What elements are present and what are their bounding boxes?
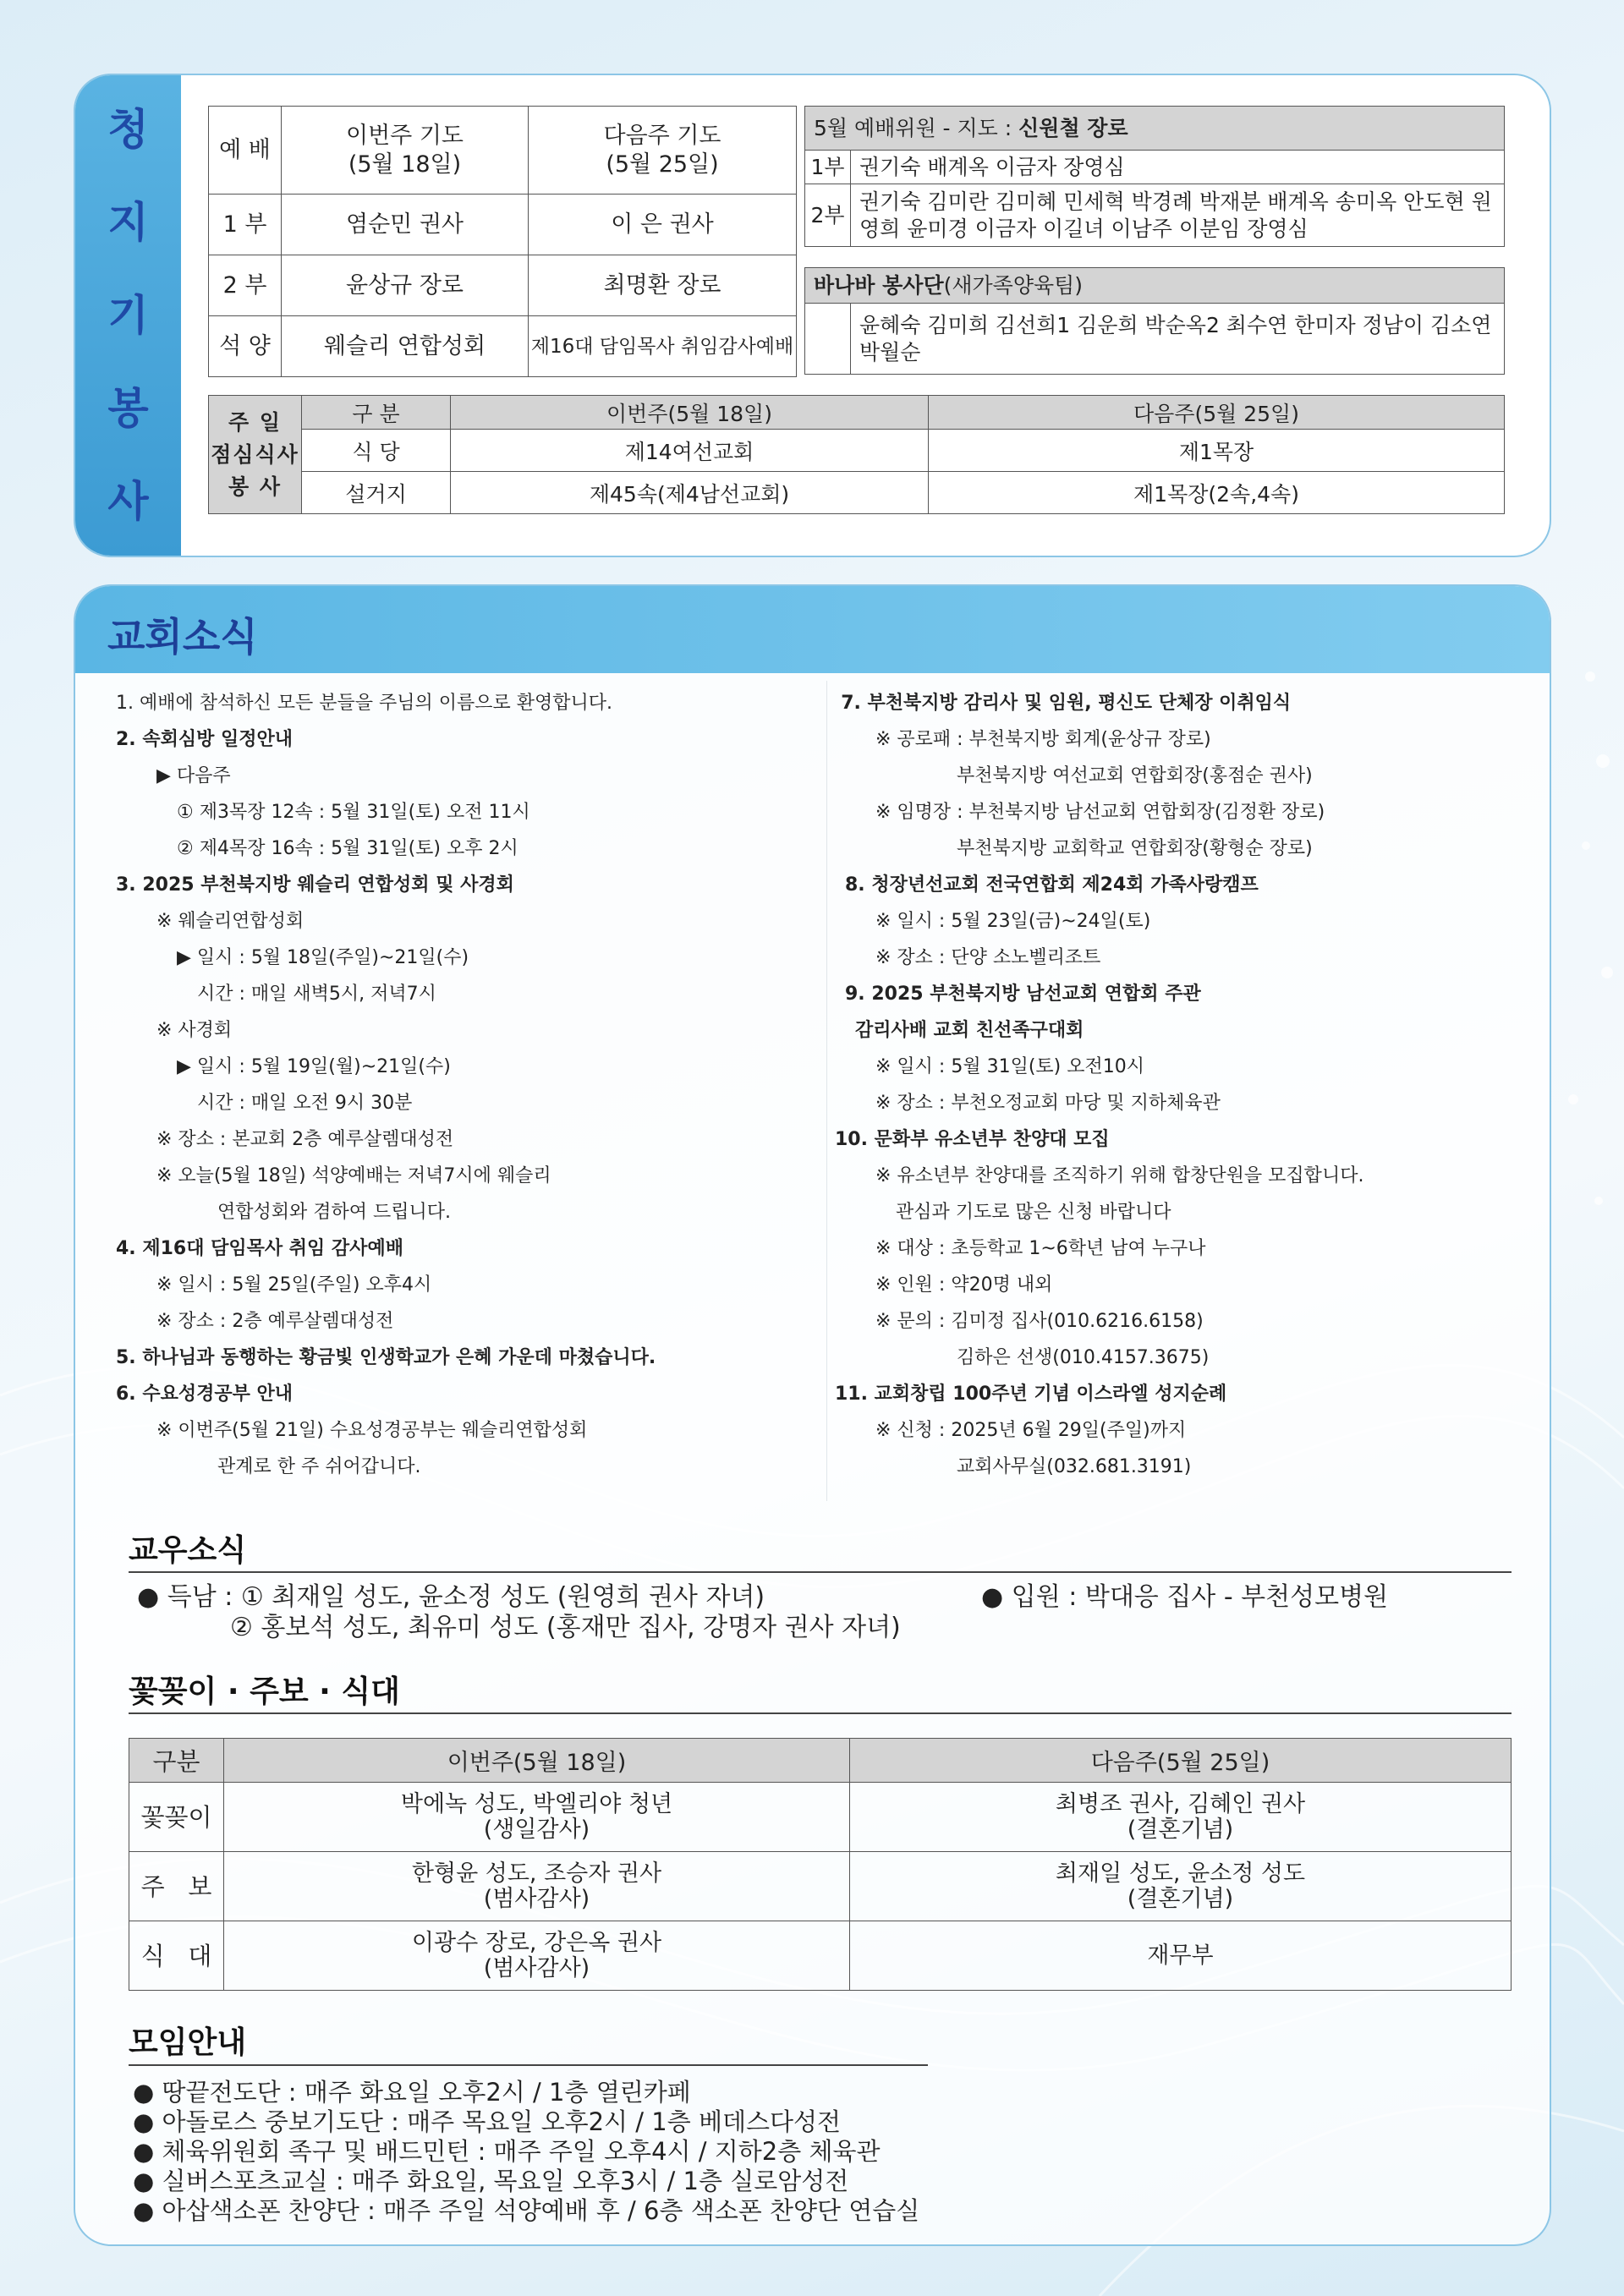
- prayer-table: [208, 106, 797, 377]
- side-char: 지: [107, 198, 149, 247]
- news-line: ※ 장소 : 부천오정교회 마당 및 지하체육관: [875, 1093, 1221, 1114]
- table-cell: 제1목장: [929, 430, 1505, 472]
- table-cell: 주 보: [129, 1852, 224, 1921]
- table-header: 구 분: [302, 396, 451, 430]
- news-line: 연합성회와 겸하여 드립니다.: [217, 1202, 452, 1223]
- table-cell: [850, 1783, 1512, 1852]
- barnabas-title: 바나바 봉사단: [814, 272, 944, 298]
- table-cell: [805, 304, 851, 375]
- church-news-header: [75, 586, 1550, 673]
- hospital-news: ● 입원 : 박대응 집사 - 부천성모병원: [981, 1582, 1389, 1612]
- table-header: 예 배: [209, 107, 282, 195]
- news-line: 7. 부천북지방 감리사 및 임원, 평신도 단체장 이취임식: [841, 693, 1292, 714]
- table-header: 이번주(5월 18일): [451, 396, 929, 430]
- committee-title: [805, 107, 1505, 151]
- cell-line: 재무부: [1147, 1942, 1214, 1969]
- news-line: ※ 인원 : 약20명 내외: [875, 1274, 1053, 1296]
- cell-line: 이광수 장로, 강은옥 권사: [411, 1929, 662, 1956]
- table-cell: [850, 1852, 1512, 1921]
- column-divider: [826, 681, 827, 1501]
- flowers-title: 꽃꽂이 · 주보 · 식대: [129, 1674, 400, 1709]
- table-cell: 식 당: [302, 430, 451, 472]
- news-line: 1. 예배에 참석하신 모든 분들을 주님의 이름으로 환영합니다.: [116, 693, 612, 714]
- table-row: [129, 1852, 1512, 1921]
- cell-line: (생일감사): [483, 1816, 590, 1843]
- lunch-label-line: 점심식사: [211, 441, 299, 467]
- table-cell: 2 부: [209, 255, 282, 316]
- cell-line: (결혼기념): [1127, 1816, 1234, 1843]
- news-line: 3. 2025 부천북지방 웨슬리 연합성회 및 사경회: [116, 874, 514, 896]
- news-line: 6. 수요성경공부 안내: [116, 1384, 293, 1405]
- table-header: 다음주 기도 (5월 25일): [529, 107, 797, 195]
- meeting-item: ● 체육위원회 족구 및 배드민턴 : 매주 주일 오후4시 / 지하2층 체육관: [133, 2137, 881, 2166]
- news-line: ※ 사경회: [156, 1020, 233, 1041]
- cell-line: (결혼기념): [1127, 1885, 1234, 1912]
- news-line: 11. 교회창립 100주년 기념 이스라엘 성지순례: [835, 1384, 1227, 1405]
- side-char: 사: [107, 477, 149, 526]
- table-header: 이번주 기도 (5월 18일): [282, 107, 529, 195]
- table-cell: 1부: [805, 151, 851, 184]
- barnabas-subtitle: (새가족양육팀): [943, 272, 1084, 298]
- side-char: 청: [107, 105, 149, 154]
- table-header: 다음주(5월 25일): [850, 1739, 1512, 1783]
- table-cell: [224, 1852, 850, 1921]
- table-cell: 염순민 권사: [282, 195, 529, 255]
- birth-news-1: ● 득남 : ① 최재일 성도, 윤소정 성도 (원영희 권사 자녀): [137, 1582, 765, 1612]
- table-cell: 1 부: [209, 195, 282, 255]
- table-cell: 석 양: [209, 316, 282, 377]
- news-line: ※ 오늘(5월 18일) 석양예배는 저녁7시에 웨슬리: [156, 1165, 551, 1186]
- news-line: ※ 신청 : 2025년 6월 29일(주일)까지: [875, 1420, 1187, 1441]
- news-line: 부천북지방 여선교회 연합회장(홍점순 권사): [957, 765, 1313, 786]
- flowers-bulletin-meal-table: [129, 1738, 1512, 1991]
- table-row: [129, 1783, 1512, 1852]
- news-line: 시간 : 매일 오전 9시 30분: [197, 1093, 413, 1114]
- news-line: 김하은 선생(010.4157.3675): [957, 1347, 1210, 1368]
- news-line: ※ 임명장 : 부천북지방 남선교회 연합회장(김정환 장로): [875, 802, 1325, 823]
- table-header: 이번주(5월 18일): [224, 1739, 850, 1783]
- table-cell: 꽃꽂이: [129, 1783, 224, 1852]
- news-line: ※ 일시 : 5월 31일(토) 오전10시: [875, 1056, 1144, 1077]
- committee-leader: 신원철 장로: [1018, 115, 1128, 140]
- news-right-column: [835, 685, 1545, 1485]
- table-cell: 2부: [805, 184, 851, 247]
- news-line: ① 제3목장 12속 : 5월 31일(토) 오전 11시: [177, 802, 530, 823]
- news-line: ※ 유소년부 찬양대를 조직하기 위해 합창단원을 모집합니다.: [875, 1165, 1364, 1186]
- news-line: ※ 장소 : 단양 소노벨리조트: [875, 947, 1101, 968]
- news-line: ▶ 다음주: [156, 765, 231, 786]
- committee-title-prefix: 5월 예배위원 - 지도 :: [814, 115, 1019, 140]
- cell-line: 최병조 권사, 김혜인 권사: [1055, 1790, 1306, 1817]
- divider: [129, 1712, 1512, 1714]
- cell-line: (범사감사): [483, 1954, 590, 1981]
- news-line: 부천북지방 교회학교 연합회장(황형순 장로): [957, 838, 1313, 859]
- cell-line: 박에녹 성도, 박엘리야 청년: [400, 1790, 673, 1817]
- news-line: ※ 일시 : 5월 23일(금)~24일(토): [875, 911, 1151, 932]
- news-line: ▶ 일시 : 5월 18일(주일)~21일(수): [177, 947, 469, 968]
- barnabas-members: 윤혜숙 김미희 김선희1 김운희 박순옥2 최수연 한미자 정남이 김소연 박월순: [851, 304, 1505, 375]
- news-line: 5. 하나님과 동행하는 황금빛 인생학교가 은혜 가운데 마쳤습니다.: [116, 1347, 656, 1368]
- cell-line: 최재일 성도, 윤소정 성도: [1055, 1860, 1306, 1887]
- table-cell: 이 은 권사: [529, 195, 797, 255]
- news-line: 교회사무실(032.681.3191): [957, 1456, 1192, 1477]
- news-line: 시간 : 매일 새벽5시, 저녁7시: [197, 984, 436, 1005]
- news-line: 8. 청장년선교회 전국연합회 제24회 가족사랑캠프: [845, 874, 1259, 896]
- table-row: [129, 1921, 1512, 1991]
- news-line: 2. 속회심방 일정안내: [116, 729, 293, 750]
- news-line: ※ 장소 : 2층 예루살렘대성전: [156, 1311, 394, 1332]
- news-line: 10. 문화부 유소년부 찬양대 모집: [835, 1129, 1110, 1150]
- lunch-service-table: [208, 395, 1505, 514]
- lunch-label: [209, 396, 302, 514]
- members-news-title: 교우소식: [129, 1533, 247, 1568]
- table-cell: 웨슬리 연합성회: [282, 316, 529, 377]
- news-line: 9. 2025 부천북지방 남선교회 연합회 주관: [845, 984, 1201, 1005]
- table-cell: 윤상규 장로: [282, 255, 529, 316]
- cell-line: (범사감사): [483, 1885, 590, 1912]
- divider: [129, 2064, 928, 2066]
- side-char: 기: [107, 291, 149, 340]
- meeting-item: ● 땅끝전도단 : 매주 화요일 오후2시 / 1층 열린카페: [133, 2078, 691, 2107]
- worship-committee-table: [804, 106, 1505, 247]
- table-cell: 제14여선교회: [451, 430, 929, 472]
- news-line: ※ 일시 : 5월 25일(주일) 오후4시: [156, 1274, 432, 1296]
- barnabas-table: [804, 267, 1505, 375]
- news-line: 4. 제16대 담임목사 취임 감사예배: [116, 1238, 403, 1259]
- news-line: ※ 대상 : 초등학교 1~6학년 남여 누구나: [875, 1238, 1206, 1259]
- news-line: 관심과 기도로 많은 신청 바랍니다: [896, 1202, 1171, 1223]
- meeting-item: ● 아삽색소폰 찬양단 : 매주 주일 석양예배 후 / 6층 색소폰 찬양단 연습실: [133, 2196, 920, 2225]
- divider: [129, 1571, 1512, 1573]
- meetings-list: [133, 2078, 919, 2226]
- table-cell: 제16대 담임목사 취임감사예배: [529, 316, 797, 377]
- table-cell: [224, 1921, 850, 1991]
- news-line: ※ 공로패 : 부천북지방 회계(윤상규 장로): [875, 729, 1211, 750]
- news-line: 관계로 한 주 쉬어갑니다.: [217, 1456, 421, 1477]
- news-line: ※ 문의 : 김미정 집사(010.6216.6158): [875, 1311, 1204, 1332]
- news-line: ▶ 일시 : 5월 19일(월)~21일(수): [177, 1056, 451, 1077]
- news-line: ※ 이번주(5월 21일) 수요성경공부는 웨슬리연합성회: [156, 1420, 588, 1441]
- news-line: ② 제4목장 16속 : 5월 31일(토) 오후 2시: [177, 838, 518, 859]
- meeting-item: ● 실버스포츠교실 : 매주 화요일, 목요일 오후3시 / 1층 실로암성전: [133, 2167, 849, 2195]
- lunch-label-line: 봉 사: [228, 474, 282, 499]
- table-cell: 설거지: [302, 472, 451, 514]
- cell-line: 한형윤 성도, 조승자 권사: [411, 1860, 662, 1887]
- news-line: ※ 웨슬리연합성회: [156, 911, 304, 932]
- meetings-title: 모임안내: [129, 2025, 247, 2060]
- table-header: 구분: [129, 1739, 224, 1783]
- side-char: 봉: [107, 384, 149, 433]
- table-cell: 최명환 장로: [529, 255, 797, 316]
- table-cell: 식 대: [129, 1921, 224, 1991]
- lunch-label-line: 주 일: [228, 409, 282, 435]
- table-cell: 권기숙 배계옥 이금자 장영심: [851, 151, 1505, 184]
- birth-news-2: ② 홍보석 성도, 최유미 성도 (홍재만 집사, 강명자 권사 자녀): [230, 1613, 901, 1642]
- table-header: 다음주(5월 25일): [929, 396, 1505, 430]
- news-line: 감리사배 교회 친선족구대회: [855, 1020, 1084, 1041]
- table-cell: 제1목장(2속,4속): [929, 472, 1505, 514]
- table-cell: [850, 1921, 1512, 1991]
- table-cell: 제45속(제4남선교회): [451, 472, 929, 514]
- church-news-title: 교회소식: [107, 614, 258, 660]
- news-line: ※ 장소 : 본교회 2층 예루살렘대성전: [156, 1129, 454, 1150]
- table-cell: [224, 1783, 850, 1852]
- meeting-item: ● 아돌로스 중보기도단 : 매주 목요일 오후2시 / 1층 베데스다성전: [133, 2107, 842, 2136]
- table-cell: 권기숙 김미란 김미혜 민세혁 박경례 박재분 배계옥 송미옥 안도현 원영희 윤미경 이금자 이길녀 이남주 이분임 장영심: [851, 184, 1505, 247]
- service-side-band: [75, 75, 181, 556]
- news-left-column: [116, 685, 826, 1485]
- barnabas-title-cell: [805, 268, 1505, 304]
